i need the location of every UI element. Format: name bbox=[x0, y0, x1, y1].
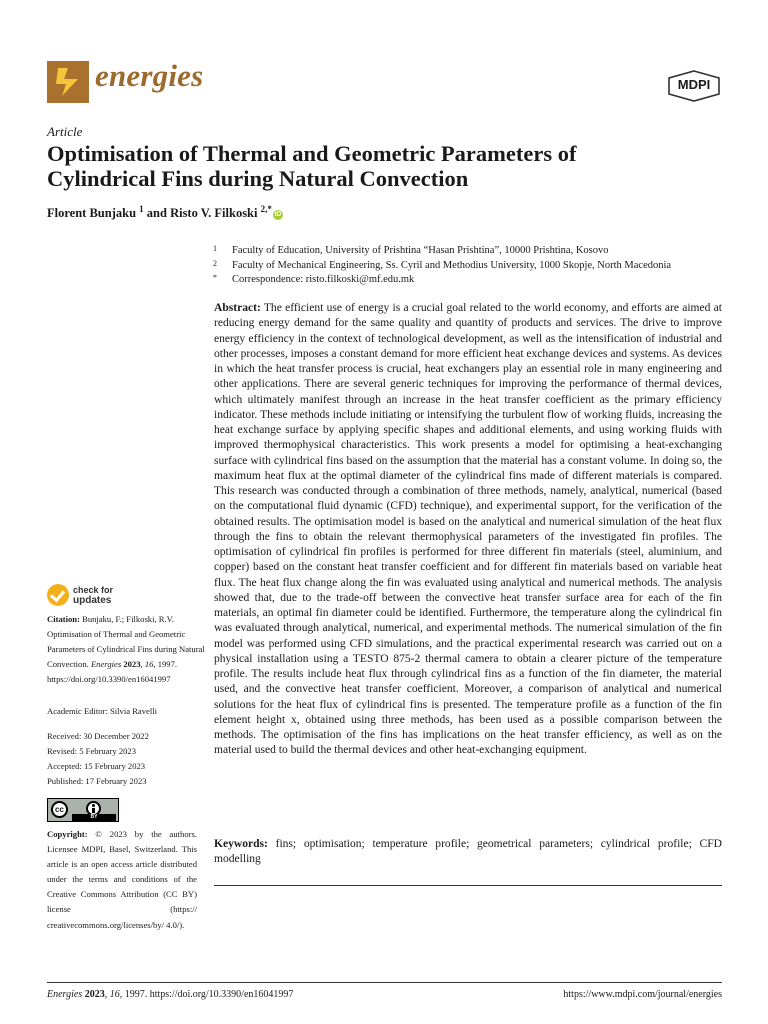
author-affil-mark: 2,* bbox=[260, 204, 272, 214]
affiliation-mark: * bbox=[213, 273, 217, 282]
affiliation-item bbox=[213, 273, 723, 288]
affiliation-item bbox=[213, 244, 723, 259]
footer-year: 2023 bbox=[84, 989, 105, 1000]
check-for-updates-badge[interactable] bbox=[47, 584, 147, 608]
orcid-icon[interactable]: iD bbox=[274, 211, 282, 219]
check-updates-line2: updates bbox=[73, 595, 112, 606]
journal-name: energies bbox=[95, 58, 204, 93]
footer-journal-url[interactable]: https://www.mdpi.com/journal/energies bbox=[563, 989, 722, 1000]
citation-block: Citation: Bunjaku, F.; Filkoski, R.V. Optimisation of Thermal and Geometric Parameters of Cylindrical Fins during Natural Convection. Energies 2023, 16, 1997. https://doi.org/10.3390/en16041997 bbox=[47, 614, 205, 685]
affiliations bbox=[213, 244, 723, 288]
abstract-text: The efficient use of energy is a crucial goal related to the world economy, and efforts are aimed at reducing energy demand for the same quality and quantity of products and services. The drive to improve energy efficiency in the context of technological development, as well as the intensification of industrial and other processes, imposes a constant demand for more efficient heat exchange devices and systems. As devices in which the heat transfer process is crucial, heat exchangers play an essential role in many engineering and other applications. There are several generic techniques for improving the performance of thermal devices, which ultimately manifest through an increase in the heat transfer coefficient as the primary efficiency indicator. These methods include initiating or intensifying the turbulent flow of working fluids, increasing the heat exchange surface by applying specific shapes and additional elements, and using working fluids with improved thermophysical characteristics. This work presents a model for optimising a heat-exchanging surface with cylindrical fins based on the assumption that the material has a constant volume. In doing so, the maximum heat flux at the optimal diameter of the cylindrical fins made of different materials is compared. This research was conducted through a combination of three methods, namely, analytical, numerical (based on the computational fluid dynamic (CFD) technique), and experimental support, for the verification of the obtained results. The optimisation model is based on the analytical and numerical simulation of the heat flux through the fins to obtain the relevant thermophysical parameters of the investigated fin profiles. The optimisation of cylindrical fin profiles is performed for three different fin materials (steel, aluminium, and copper) based on the constant heat transfer coefficient and for different fin materials based on variable heat flux. The heat flux change along the fin was evaluated using analytical and numerical methods. The analysis showed that, due to the trade-off between the convective heat transfer surface area for each of the fin materials, an optimal fin diameter could be identified. Furthermore, the temperature along the cylindrical fin was evaluated through analytical, numerical, and experimental methods. The numerical simulation of the fin model was performed using CFD simulations, and the practical experimental research was carried out on a physical installation using a TESTO 875-2 thermal camera to obtain a clearer picture of the temperature profile. The results include heat flux through cylindrical fins as a function of the fin diameter, the material used, and the convective heat transfer coefficient. Moreover, a comparison of analytical and numerical solutions for the heat flux of cylindrical fins is presented. The temperature profile as a function of the fin element height x, obtained using three methods, has been used as a possible comparison between the methods. The optimisation of the fins has implications on the heat transfer efficiency, as well as on the material used to build the thermal devices and other heat-exchanging equipment. bbox=[214, 302, 723, 757]
copyright-label: Copyright: bbox=[47, 829, 88, 839]
footer-doi[interactable]: , 1997. https://doi.org/10.3390/en16041997 bbox=[119, 989, 294, 1000]
cc-license-badge[interactable] bbox=[47, 798, 119, 822]
author-name: Risto V. Filkoski bbox=[170, 206, 258, 221]
date-accepted: Accepted: 15 February 2023 bbox=[47, 761, 146, 772]
affiliation-item bbox=[213, 259, 723, 274]
footer-divider bbox=[47, 982, 722, 983]
section-divider bbox=[214, 885, 722, 886]
cc-by-label: BY bbox=[72, 814, 116, 821]
publisher-name: MDPI bbox=[677, 77, 711, 92]
footer-volume: 16 bbox=[109, 989, 120, 1000]
journal-logo bbox=[47, 61, 89, 103]
footer-journal: Energies bbox=[47, 989, 83, 1000]
citation-label: Citation: bbox=[47, 614, 80, 624]
affiliation-text: Faculty of Mechanical Engineering, Ss. Cyril and Methodius University, 1000 Skopje, North Macedonia bbox=[232, 259, 672, 271]
affiliation-text: Faculty of Education, University of Prishtina “Hasan Prishtina”, 10000 Prishtina, Kosovo bbox=[232, 245, 609, 256]
affiliation-mark: 1 bbox=[213, 244, 217, 253]
citation-text: Bunjaku, F.; Filkoski, R.V. Optimisation of Thermal and Geometric Parameters of Cylindrical Fins during Natural Convection. bbox=[47, 614, 205, 670]
check-updates-line1: check for bbox=[73, 585, 114, 595]
keywords bbox=[214, 837, 722, 868]
academic-editor: Academic Editor: Silvia Ravelli bbox=[47, 706, 158, 716]
lightning-icon bbox=[54, 66, 82, 98]
citation-year: 2023 bbox=[123, 659, 141, 670]
author-name: Florent Bunjaku bbox=[47, 206, 137, 221]
affiliation-mark: 2 bbox=[213, 258, 217, 268]
citation-journal: Energies bbox=[90, 659, 122, 670]
keywords-label: Keywords: bbox=[214, 838, 268, 850]
copyright-block bbox=[47, 827, 197, 933]
author-list bbox=[47, 204, 283, 221]
citation-doi[interactable]: , 1997. https://doi.org/10.3390/en16041997 bbox=[47, 659, 178, 685]
date-revised: Revised: 5 February 2023 bbox=[47, 746, 137, 757]
author-affil-mark: 1 bbox=[139, 204, 144, 214]
abstract-label: Abstract: bbox=[214, 302, 261, 314]
date-published: Published: 17 February 2023 bbox=[47, 776, 147, 787]
publisher-logo bbox=[667, 70, 721, 102]
correspondence-text: Correspondence: risto.filkoski@mf.edu.mk bbox=[232, 274, 415, 285]
author-join: and bbox=[143, 206, 171, 221]
footer-citation: Energies 2023, 16, 1997. https://doi.org/10.3390/en16041997 bbox=[47, 989, 294, 1000]
paper-title: Optimisation of Thermal and Geometric Parameters of Cylindrical Fins during Natural Convection bbox=[47, 141, 577, 191]
citation-volume: 16 bbox=[144, 659, 154, 670]
publication-dates bbox=[47, 729, 207, 789]
article-type: Article bbox=[47, 124, 83, 139]
checkmark-icon bbox=[47, 584, 69, 606]
copyright-text: © 2023 by the authors. Licensee MDPI, Basel, Switzerland. This article is an open access article distributed under the terms and conditions of the Creative Commons Attribution (CC BY) license (https:// creativecommons.org/licenses/by/ 4.0/). bbox=[47, 829, 197, 930]
abstract bbox=[214, 301, 722, 759]
date-received: Received: 30 December 2022 bbox=[47, 731, 149, 741]
cc-icon: cc bbox=[51, 801, 68, 818]
keywords-text: fins; optimisation; temperature profile; geometrical parameters; cylindrical profile; CFD modelling bbox=[214, 838, 722, 866]
